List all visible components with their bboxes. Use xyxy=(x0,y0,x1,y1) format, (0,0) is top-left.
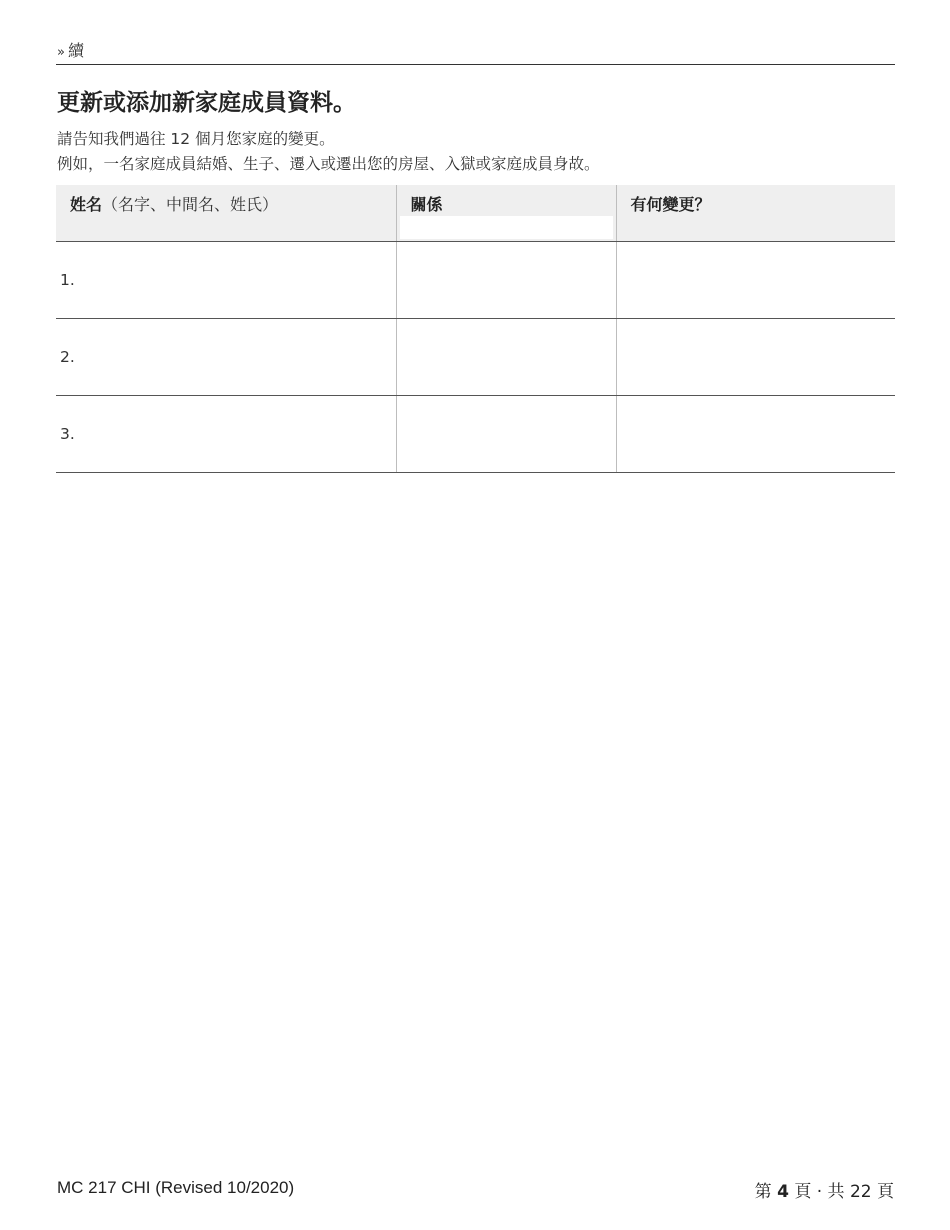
relationship-cell[interactable] xyxy=(396,396,616,473)
table-row xyxy=(56,319,895,396)
page-middle: 頁 · 共 xyxy=(794,1182,845,1202)
page-number: 4 xyxy=(777,1182,789,1202)
household-changes-table xyxy=(56,185,895,473)
name-cell[interactable] xyxy=(56,396,396,473)
header-change xyxy=(616,185,895,242)
header-change-label: 有何變更？ xyxy=(630,195,711,214)
change-cell[interactable] xyxy=(616,319,895,396)
relationship-cell[interactable] xyxy=(396,242,616,319)
page-suffix: 頁 xyxy=(877,1182,894,1202)
header-name xyxy=(56,185,396,242)
row-number: 1. xyxy=(60,271,75,289)
double-chevron-icon: » xyxy=(57,45,65,60)
section-title: 更新或添加新家庭成員資料。 xyxy=(57,90,356,116)
page-indicator xyxy=(755,1177,894,1202)
header-relationship-label: 關係 xyxy=(410,195,443,214)
change-cell[interactable] xyxy=(616,242,895,319)
change-cell[interactable] xyxy=(616,396,895,473)
table-header-row xyxy=(56,185,895,242)
name-cell[interactable] xyxy=(56,319,396,396)
name-cell[interactable] xyxy=(56,242,396,319)
header-name-hint: （名字、中間名、姓氏） xyxy=(102,195,279,214)
page-total: 22 xyxy=(849,1182,872,1202)
form-id: MC 217 CHI (Revised 10/2020) xyxy=(57,1178,295,1197)
row-number: 3. xyxy=(60,425,75,443)
continued-label: 續 xyxy=(67,41,84,60)
header-relationship xyxy=(396,185,616,242)
continued-marker xyxy=(57,38,84,61)
page-prefix: 第 xyxy=(754,1182,772,1202)
header-relationship-inset xyxy=(400,216,613,239)
table-row xyxy=(56,396,895,473)
header-divider xyxy=(56,64,895,65)
instruction-line-2: 例如，一名家庭成員結婚、生子、遷入或遷出您的房屋、入獄或家庭成員身故。 xyxy=(57,155,600,173)
row-number: 2. xyxy=(60,348,75,366)
table-row xyxy=(56,242,895,319)
instruction-line-1: 請告知我們過往 12 個月您家庭的變更。 xyxy=(57,130,335,148)
relationship-cell[interactable] xyxy=(396,319,616,396)
header-name-label: 姓名 xyxy=(70,195,103,214)
